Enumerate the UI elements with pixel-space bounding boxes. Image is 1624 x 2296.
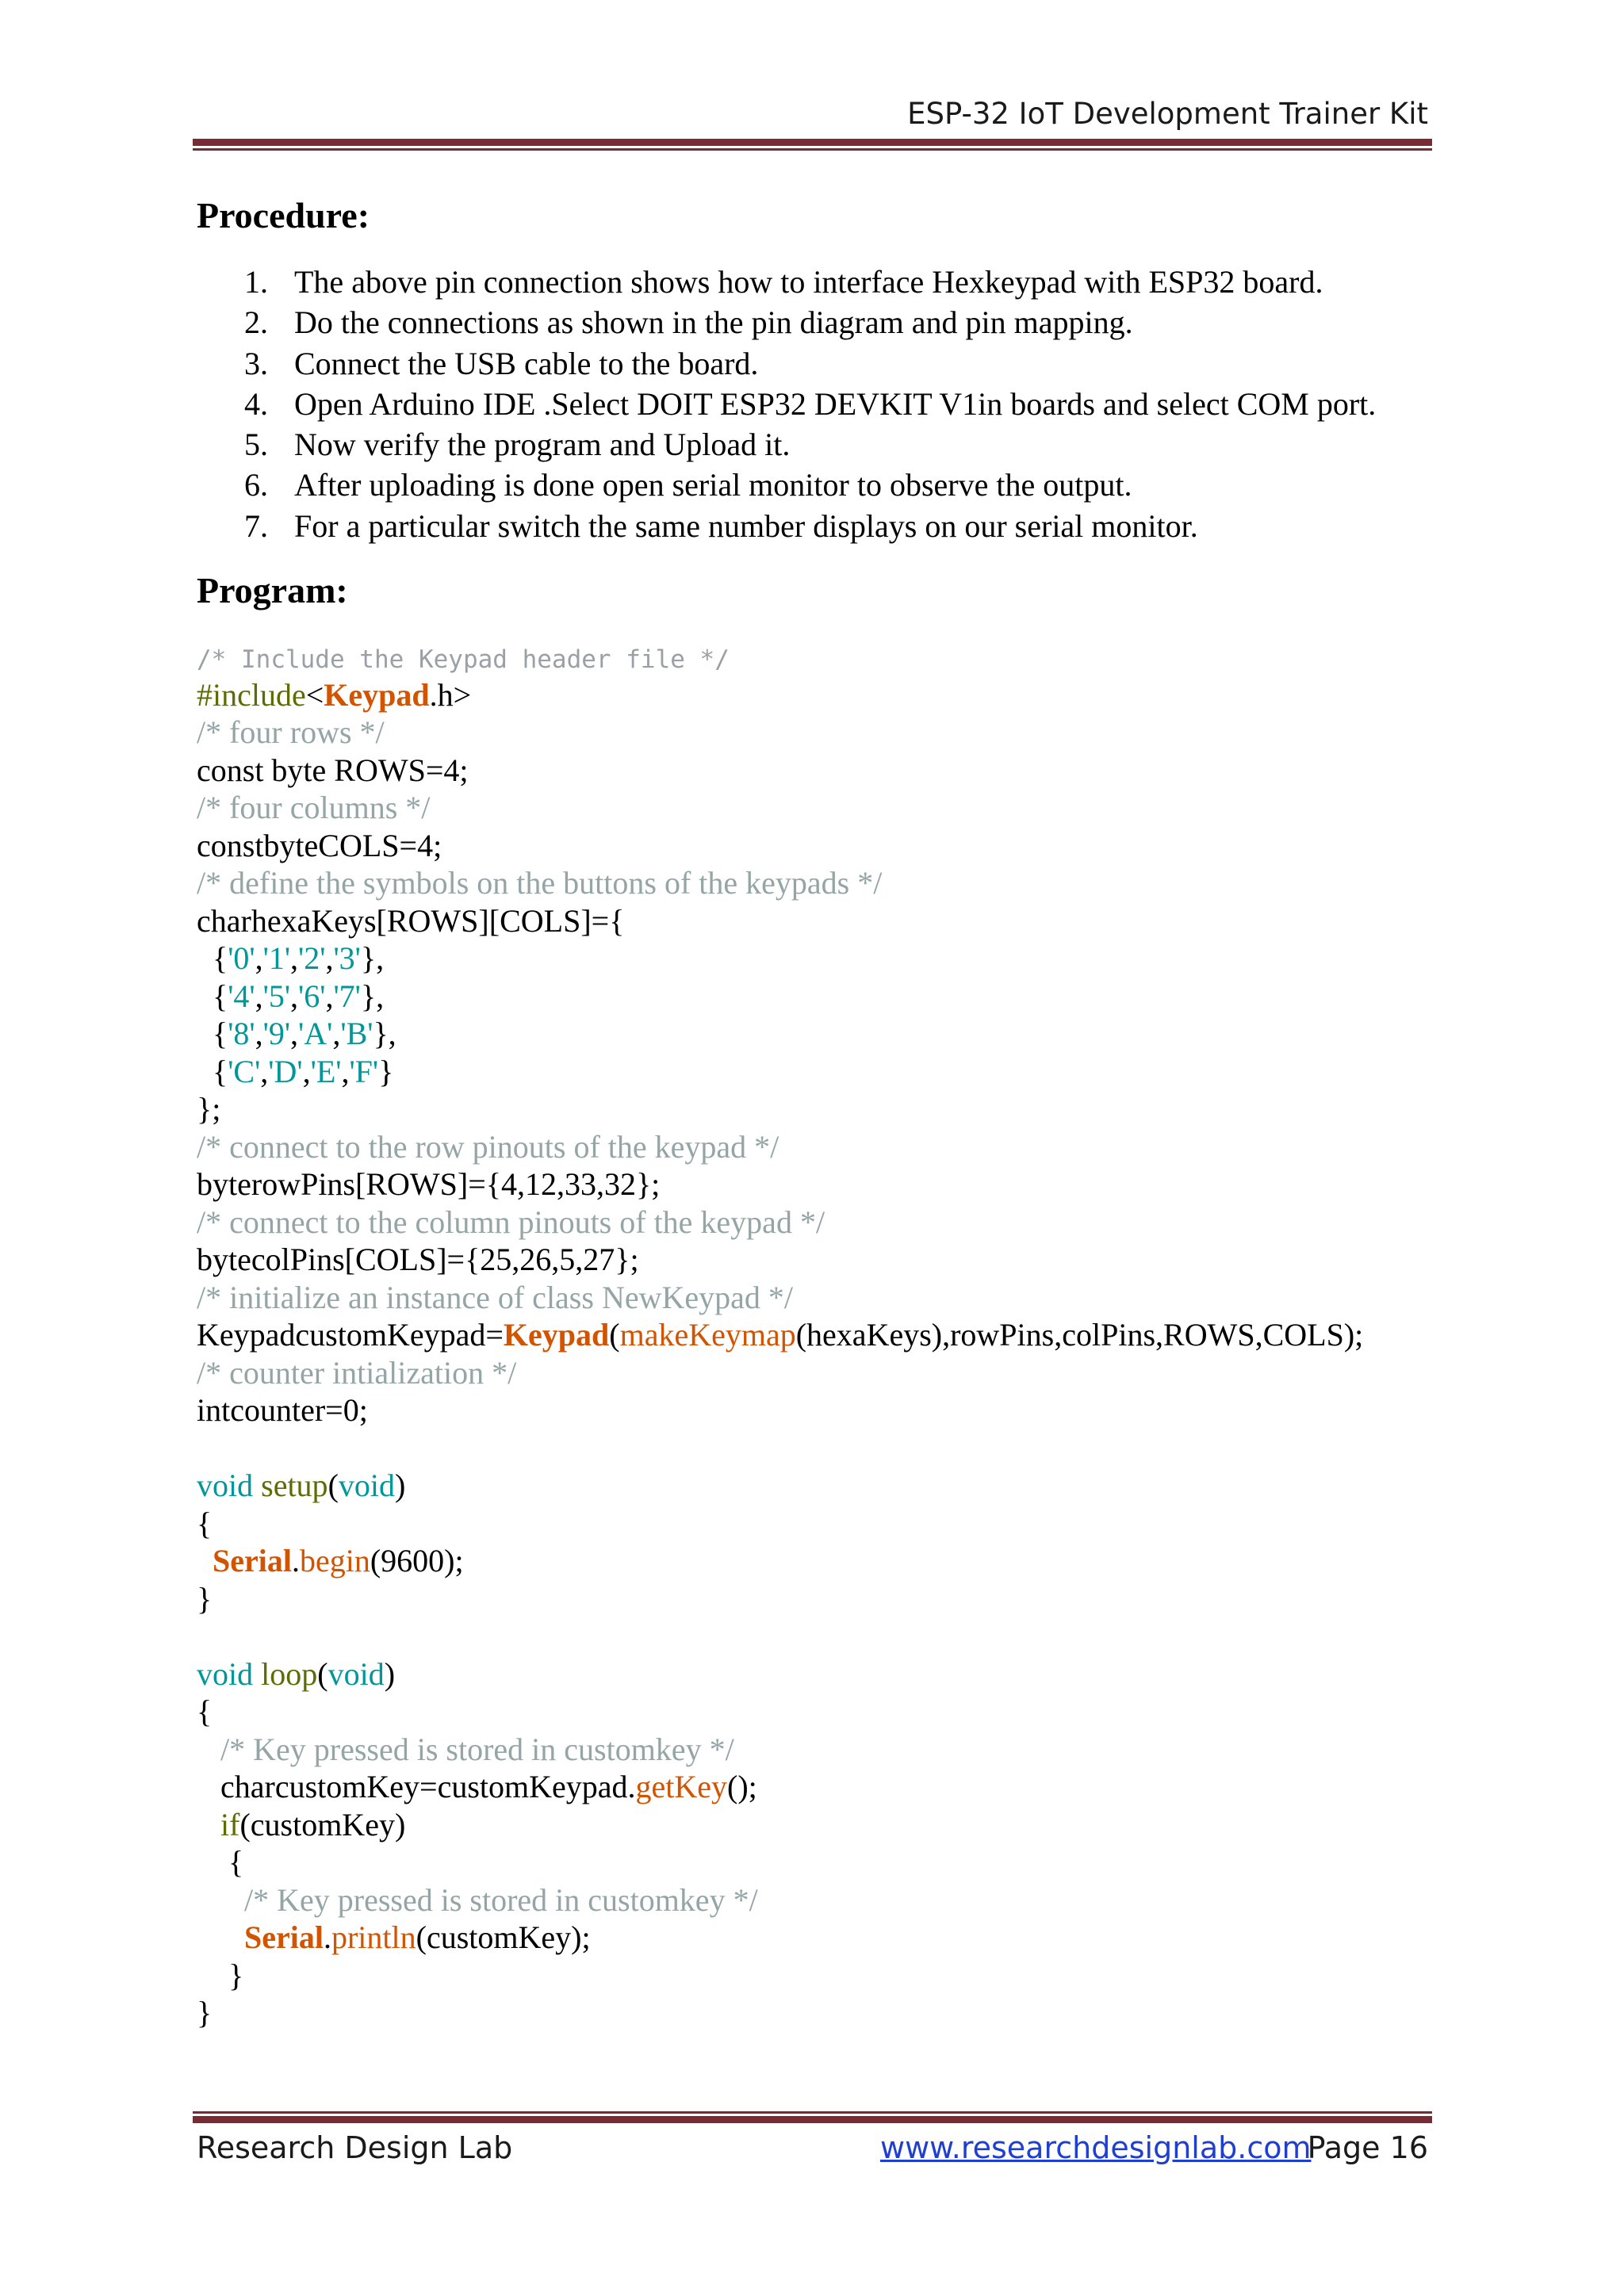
code-token: < bbox=[305, 676, 324, 713]
code-token: intcounter=0; bbox=[197, 1392, 368, 1428]
code-token: ( bbox=[317, 1655, 328, 1692]
code-token: { bbox=[197, 940, 228, 976]
code-line bbox=[197, 1919, 1363, 1957]
program-heading: Program: bbox=[197, 570, 348, 610]
code-token: 'A' bbox=[298, 1016, 333, 1051]
code-token: , bbox=[290, 1016, 299, 1051]
procedure-step bbox=[197, 343, 1376, 384]
code-token: '0' bbox=[228, 940, 255, 976]
step-number: 1. bbox=[244, 264, 268, 300]
code-token: void bbox=[327, 1655, 385, 1692]
code-line bbox=[197, 1994, 1363, 2032]
procedure-step bbox=[197, 465, 1376, 505]
code-token: 'D' bbox=[268, 1053, 303, 1089]
code-line bbox=[197, 1391, 1363, 1429]
code-token: /* define the symbols on the buttons of the keypads */ bbox=[197, 865, 883, 901]
code-token: { bbox=[197, 1016, 228, 1051]
code-line bbox=[197, 1542, 1363, 1580]
code-token: /* connect to the row pinouts of the keypad */ bbox=[197, 1128, 779, 1165]
code-line bbox=[197, 1241, 1363, 1279]
code-line bbox=[197, 1617, 1363, 1655]
code-token: '1' bbox=[262, 940, 291, 976]
code-token: ) bbox=[384, 1655, 396, 1692]
footer-website-link[interactable]: www.researchdesignlab.com bbox=[880, 2130, 1312, 2165]
code-line bbox=[197, 1128, 1363, 1166]
code-line bbox=[197, 1505, 1363, 1543]
code-token: setup bbox=[261, 1468, 328, 1503]
code-token: /* initialize an instance of class NewKeypad */ bbox=[197, 1279, 793, 1315]
code-token: (customKey) bbox=[239, 1806, 406, 1843]
footer-company: Research Design Lab bbox=[197, 2130, 513, 2165]
step-text: For a particular switch the same number displays on our serial monitor. bbox=[294, 507, 1198, 544]
code-line bbox=[197, 864, 1363, 902]
code-token: '2' bbox=[298, 940, 326, 976]
step-number: 7. bbox=[244, 507, 268, 544]
code-token: }; bbox=[197, 1091, 221, 1127]
procedure-step bbox=[197, 302, 1376, 342]
procedure-step bbox=[197, 262, 1376, 302]
step-number: 2. bbox=[244, 304, 268, 341]
code-line bbox=[197, 1279, 1363, 1317]
code-line bbox=[197, 714, 1363, 752]
code-token: /* counter intialization */ bbox=[197, 1354, 517, 1391]
code-line bbox=[197, 638, 1363, 676]
code-token: charhexaKeys[ROWS][COLS]={ bbox=[197, 902, 625, 939]
code-token bbox=[197, 1543, 213, 1578]
code-line bbox=[197, 1015, 1363, 1053]
step-text: Open Arduino IDE .Select DOIT ESP32 DEVKIT V1in boards and select COM port. bbox=[294, 385, 1377, 422]
code-token: /* connect to the column pinouts of the keypad */ bbox=[197, 1203, 825, 1240]
code-token: , bbox=[332, 1016, 341, 1051]
code-token: , bbox=[290, 978, 299, 1014]
code-line bbox=[197, 789, 1363, 827]
code-line bbox=[197, 1806, 1363, 1844]
code-token: .h> bbox=[429, 676, 472, 713]
code-token: Keypad bbox=[503, 1317, 610, 1353]
code-token: { bbox=[197, 978, 228, 1014]
code-token bbox=[253, 1468, 261, 1503]
code-token: { bbox=[197, 1053, 228, 1089]
code-token: , bbox=[325, 940, 334, 976]
code-token: } bbox=[378, 1053, 394, 1089]
code-line bbox=[197, 1655, 1363, 1693]
code-token: /* Key pressed is stored in customkey */ bbox=[244, 1881, 758, 1918]
procedure-step bbox=[197, 424, 1376, 465]
code-token: println bbox=[331, 1919, 416, 1955]
code-line bbox=[197, 1881, 1363, 1919]
code-line bbox=[197, 939, 1363, 978]
code-token bbox=[197, 1919, 244, 1955]
code-token: '3' bbox=[333, 940, 361, 976]
code-token bbox=[197, 1732, 220, 1767]
code-token: (); bbox=[727, 1769, 757, 1804]
procedure-heading: Procedure: bbox=[197, 195, 370, 235]
code-token: }, bbox=[373, 1016, 396, 1051]
code-token: , bbox=[302, 1053, 311, 1089]
step-text: Connect the USB cable to the board. bbox=[294, 345, 759, 381]
header-rule-thin bbox=[193, 148, 1432, 151]
code-token: makeKeymap bbox=[619, 1317, 796, 1353]
code-token: const byte ROWS=4; bbox=[197, 752, 469, 788]
code-token: byterowPins[ROWS]={4,12,33,32}; bbox=[197, 1166, 661, 1202]
code-token: '7' bbox=[333, 978, 361, 1014]
code-line bbox=[197, 1090, 1363, 1128]
code-token: }, bbox=[360, 978, 385, 1014]
code-line bbox=[197, 1053, 1363, 1091]
code-token: . bbox=[323, 1919, 331, 1955]
code-token: charcustomKey=customKeypad. bbox=[197, 1769, 636, 1804]
code-token: 'B' bbox=[340, 1016, 373, 1051]
code-token: if bbox=[220, 1806, 240, 1843]
code-token: { bbox=[197, 1844, 244, 1880]
code-token: , bbox=[290, 940, 299, 976]
step-number: 3. bbox=[244, 345, 268, 381]
code-token: constbyteCOLS=4; bbox=[197, 827, 442, 863]
program-code-block bbox=[197, 638, 1363, 2032]
code-token: Serial bbox=[244, 1919, 324, 1955]
code-line bbox=[197, 752, 1363, 790]
code-token: ) bbox=[395, 1468, 406, 1503]
code-token: ( bbox=[327, 1468, 339, 1503]
code-line bbox=[197, 1957, 1363, 1995]
step-text: The above pin connection shows how to interface Hexkeypad with ESP32 board. bbox=[294, 264, 1323, 300]
code-token: /* four rows */ bbox=[197, 714, 385, 750]
code-token bbox=[197, 1430, 205, 1466]
code-token: , bbox=[255, 940, 263, 976]
code-token bbox=[197, 1807, 220, 1843]
code-token: , bbox=[255, 978, 263, 1014]
code-token: 'F' bbox=[349, 1053, 379, 1089]
code-line bbox=[197, 1165, 1363, 1203]
code-token: (customKey); bbox=[416, 1919, 591, 1955]
code-line bbox=[197, 1316, 1363, 1354]
code-token: void bbox=[197, 1655, 254, 1692]
code-token: 'C' bbox=[228, 1053, 261, 1089]
code-token: , bbox=[341, 1053, 350, 1089]
code-token: } bbox=[197, 1995, 213, 2030]
footer-page-number: Page 16 bbox=[1307, 2130, 1428, 2165]
code-token: void bbox=[197, 1468, 254, 1503]
code-line bbox=[197, 1203, 1363, 1242]
code-line bbox=[197, 1768, 1363, 1806]
code-line bbox=[197, 1580, 1363, 1618]
code-token: (hexaKeys),rowPins,colPins,ROWS,COLS); bbox=[795, 1317, 1364, 1353]
code-line bbox=[197, 827, 1363, 865]
code-line bbox=[197, 978, 1363, 1016]
code-token: } bbox=[197, 1957, 244, 1993]
procedure-step bbox=[197, 506, 1376, 546]
code-token: 'E' bbox=[310, 1053, 342, 1089]
code-token: '6' bbox=[298, 978, 326, 1014]
code-token: , bbox=[260, 1053, 269, 1089]
code-token: Keypad bbox=[324, 676, 430, 713]
code-token: { bbox=[197, 1505, 213, 1541]
code-token: '8' bbox=[228, 1016, 255, 1051]
code-token: getKey bbox=[635, 1769, 728, 1804]
procedure-step bbox=[197, 384, 1376, 424]
code-token: begin bbox=[299, 1543, 370, 1578]
step-number: 6. bbox=[244, 467, 268, 503]
step-text: Now verify the program and Upload it. bbox=[294, 427, 791, 463]
code-line bbox=[197, 676, 1363, 714]
code-line bbox=[197, 902, 1363, 940]
step-text: After uploading is done open serial monitor to observe the output. bbox=[294, 467, 1132, 503]
code-token: '9' bbox=[262, 1016, 291, 1051]
code-token: '4' bbox=[228, 978, 255, 1014]
code-token: . bbox=[291, 1543, 300, 1578]
code-line bbox=[197, 1467, 1363, 1505]
header-rule-thick bbox=[193, 139, 1432, 146]
code-line bbox=[197, 1354, 1363, 1392]
code-token: #include bbox=[197, 676, 306, 713]
code-line bbox=[197, 1429, 1363, 1468]
code-token: /* four columns */ bbox=[197, 790, 431, 825]
code-line bbox=[197, 1843, 1363, 1881]
code-token: void bbox=[338, 1468, 396, 1503]
code-token bbox=[197, 1618, 205, 1654]
code-token: Serial bbox=[213, 1543, 292, 1578]
code-token bbox=[253, 1656, 261, 1692]
step-text: Do the connections as shown in the pin diagram and pin mapping. bbox=[294, 304, 1133, 341]
code-token: ( bbox=[609, 1317, 620, 1353]
running-header-title: ESP-32 IoT Development Trainer Kit bbox=[907, 97, 1428, 131]
footer-rule-thin bbox=[193, 2111, 1432, 2114]
code-token: (9600); bbox=[370, 1543, 464, 1578]
code-token: bytecolPins[COLS]={25,26,5,27}; bbox=[197, 1242, 639, 1277]
step-number: 5. bbox=[244, 427, 268, 463]
code-token: /* Include the Keypad header file */ bbox=[197, 645, 730, 674]
code-token: /* Key pressed is stored in customkey */ bbox=[220, 1731, 734, 1767]
code-line bbox=[197, 1693, 1363, 1731]
procedure-steps-list bbox=[197, 262, 1376, 546]
code-token: { bbox=[197, 1693, 213, 1729]
code-token: } bbox=[197, 1580, 213, 1617]
code-token: , bbox=[255, 1016, 263, 1051]
code-token: }, bbox=[360, 940, 385, 976]
code-token: , bbox=[325, 978, 334, 1014]
code-token: KeypadcustomKeypad= bbox=[197, 1317, 504, 1353]
code-token: '5' bbox=[262, 978, 291, 1014]
step-number: 4. bbox=[244, 385, 268, 422]
code-line bbox=[197, 1731, 1363, 1769]
code-token bbox=[197, 1882, 244, 1918]
code-token: loop bbox=[261, 1655, 318, 1692]
footer-rule-thick bbox=[193, 2116, 1432, 2123]
